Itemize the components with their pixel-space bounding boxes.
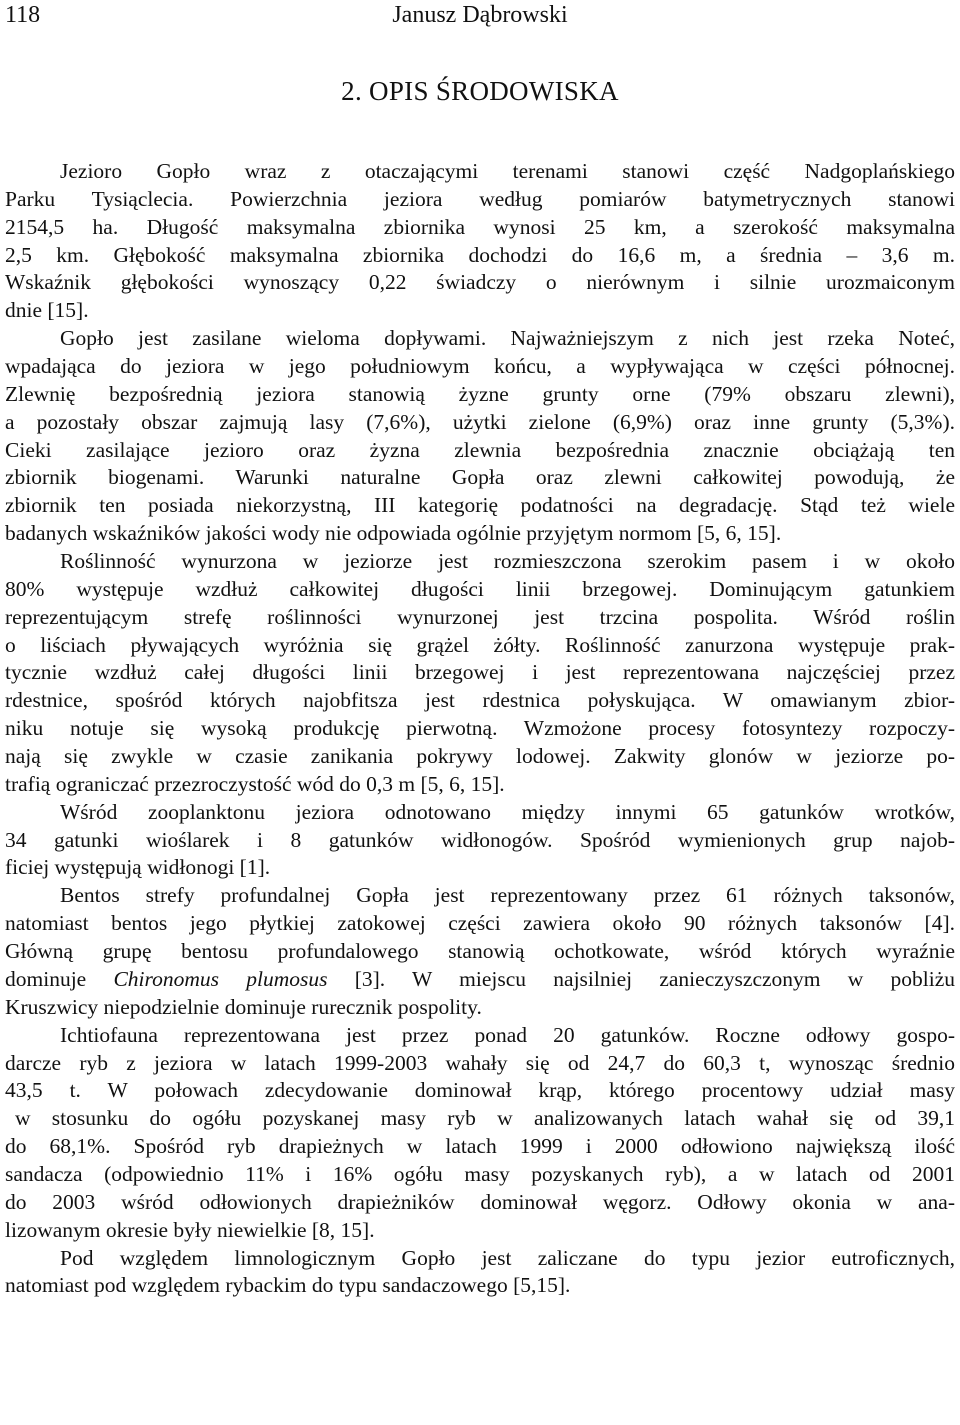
text-line: [5, 966, 955, 994]
text-line: [5, 520, 955, 548]
text-line: [5, 576, 955, 604]
text-span: natomiast bentos jego płytkiej zatokowej części zawiera około 90 różnych taksonów [4].: [5, 911, 955, 936]
text-line: [5, 938, 955, 966]
text-line: [5, 771, 955, 799]
text-line: [5, 882, 955, 910]
text-line: [5, 1245, 955, 1273]
text-span: Parku Tysiąclecia. Powierzchnia jeziora według pomiarów batymetrycznych stanowi: [5, 186, 955, 211]
text-line: [5, 994, 955, 1022]
text-line: [5, 297, 955, 325]
page-number: 118: [5, 2, 41, 28]
text-span: Wśród zooplanktonu jeziora odnotowano między innymi 65 gatunków wrotków,: [60, 799, 955, 824]
text-line: [5, 353, 955, 381]
text-span: Jezioro Gopło wraz z otaczającymi terenami stanowi część Nadgoplańskiego: [60, 159, 955, 183]
text-span: badanych wskaźników jakości wody nie odpowiada ogólnie przyjętym normom [5, 6, 15].: [5, 521, 782, 546]
text-span: wpadająca do jeziora w jego południowym końcu, a wypływająca w części północnej.: [5, 354, 955, 379]
text-line: [5, 269, 955, 297]
text-line: [5, 743, 955, 771]
text-line: [5, 1077, 955, 1105]
text-span: Gopło jest zasilane wieloma dopływami. Najważniejszym z nich jest rzeka Noteć,: [60, 326, 955, 351]
text-span: ficiej występują widłonogi [1].: [5, 855, 271, 880]
text-line: [5, 381, 955, 409]
text-span: 2,5 km. Głębokość maksymalna zbiornika dochodzi do 16,6 m, a średnia – 3,6 m.: [5, 242, 955, 267]
text-span: natomiast pod względem rybackim do typu sandaczowego [5,15].: [5, 1273, 571, 1298]
text-span: rdestnice, spośród których najobfitsza jest rdestnica połyskująca. W omawianym zbior-: [5, 688, 955, 713]
text-line: [5, 1189, 955, 1217]
text-line: [5, 464, 955, 492]
running-head-author: Janusz Dąbrowski: [392, 2, 568, 28]
text-span: do 68,1%. Spośród ryb drapieżnych w latach 1999 i 2000 odłowiono największą ilość: [5, 1134, 955, 1159]
text-line: [5, 1050, 955, 1078]
text-line: [5, 799, 955, 827]
text-span: trafią ograniczać przezroczystość wód do 0,3 m [5, 6, 15].: [5, 771, 505, 796]
section-title: 2. OPIS ŚRODOWISKA: [341, 76, 619, 106]
text-span: Wskaźnik głębokości wynoszący 0,22 świadczy o nierównym i silnie urozmaiconym: [5, 270, 955, 295]
body-text: [5, 158, 955, 1300]
text-line: [5, 242, 955, 270]
text-line: [5, 409, 955, 437]
text-line: [5, 1105, 955, 1133]
text-line: [5, 659, 955, 687]
text-line: [5, 715, 955, 743]
text-span: Pod względem limnologicznym Gopło jest zaliczane do typu jezior eutroficznych,: [60, 1245, 955, 1270]
text-line: [5, 632, 955, 660]
text-line: [5, 604, 955, 632]
text-line: [5, 437, 955, 465]
text-span: dominuje: [5, 966, 114, 991]
running-header: [0, 0, 960, 36]
text-span: o liściach pływających wyróżnia się grążel żółty. Roślinność zanurzona występuje prak-: [5, 632, 955, 657]
text-span: Główną grupę bentosu profundalowego stanowią ochotkowate, wśród których wyraźnie: [5, 939, 955, 964]
text-line: [5, 854, 955, 882]
text-span: 34 gatunki wioślarek i 8 gatunków widłonogów. Spośród wymienionych grup najob-: [5, 827, 955, 852]
text-span: Kruszwicy niepodzielnie dominuje rurecznik pospolity.: [5, 994, 482, 1019]
text-line: [5, 158, 955, 186]
text-span: Roślinność wynurzona w jeziorze jest rozmieszczona szerokim pasem i w około: [60, 549, 955, 574]
text-line: [5, 548, 955, 576]
text-span: w stosunku do ogółu pozyskanej masy ryb w analizowanych latach wahał się od 39,1: [15, 1106, 955, 1131]
text-line: [5, 1022, 955, 1050]
text-span: [3]. W miejscu najsilniej zanieczyszczonym w pobliżu: [327, 966, 956, 991]
text-line: [5, 1161, 955, 1189]
text-span: a pozostały obszar zajmują lasy (7,6%), użytki zielone (6,9%) oraz inne grunty (5,3%).: [5, 409, 955, 434]
text-span: lizowanym okresie były niewielkie [8, 15].: [5, 1217, 375, 1242]
text-line: [5, 1133, 955, 1161]
text-span: niku notuje się wysoką produkcję pierwotną. Wzmożone procesy fotosyntezy rozpoczy-: [5, 716, 955, 741]
text-line: [5, 325, 955, 353]
text-span: zbiornik ten posiada niekorzystną, III kategorię podatności na degradację. Stąd też wiele: [5, 493, 955, 518]
text-span: tycznie wzdłuż całej długości linii brzegowej i jest reprezentowana najczęściej przez: [5, 660, 955, 685]
text-line: [5, 1217, 955, 1245]
text-line: [5, 827, 955, 855]
text-line: [5, 687, 955, 715]
text-span: dnie [15].: [5, 298, 89, 323]
text-span: sandacza (odpowiednio 11% i 16% ogółu masy pozyskanych ryb), a w latach od 2001: [5, 1161, 955, 1186]
text-span: Ichtiofauna reprezentowana jest przez ponad 20 gatunków. Roczne odłowy gospo-: [60, 1022, 955, 1047]
text-span: 80% występuje wzdłuż całkowitej długości linii brzegowej. Dominującym gatunkiem: [5, 576, 955, 601]
text-span: 43,5 t. W połowach zdecydowanie dominował krąp, którego procentowy udział masy: [5, 1078, 955, 1103]
text-span: 2154,5 ha. Długość maksymalna zbiornika wynosi 25 km, a szerokość maksymalna: [5, 214, 955, 239]
text-span: reprezentującym strefę roślinności wynurzonej jest trzcina pospolita. Wśród roślin: [5, 604, 955, 629]
text-span: zbiornik biogenami. Warunki naturalne Gopła oraz zlewni całkowitej powodują, że: [5, 465, 955, 490]
text-span: Zlewnię bezpośrednią jeziora stanowią żyzne grunty orne (79% obszaru zlewni),: [5, 381, 955, 406]
text-line: [5, 186, 955, 214]
text-line: [5, 910, 955, 938]
text-line: [5, 1272, 955, 1300]
text-span: nają się zwykle w czasie zanikania pokrywy lodowej. Zakwity glonów w jeziorze po-: [5, 744, 955, 769]
text-line: [5, 492, 955, 520]
text-line: [5, 214, 955, 242]
text-span: darcze ryb z jeziora w latach 1999-2003 wahały się od 24,7 do 60,3 t, wynosząc średnio: [5, 1050, 955, 1075]
text-span: do 2003 wśród odłowionych drapieżników dominował węgorz. Odłowy okonia w ana-: [5, 1189, 955, 1214]
species-name: Chironomus plumosus: [113, 966, 328, 991]
text-span: Cieki zasilające jezioro oraz żyzna zlewnia bezpośrednia znacznie obciążają ten: [5, 437, 955, 462]
text-span: Bentos strefy profundalnej Gopła jest reprezentowany przez 61 różnych taksonów,: [60, 883, 955, 908]
